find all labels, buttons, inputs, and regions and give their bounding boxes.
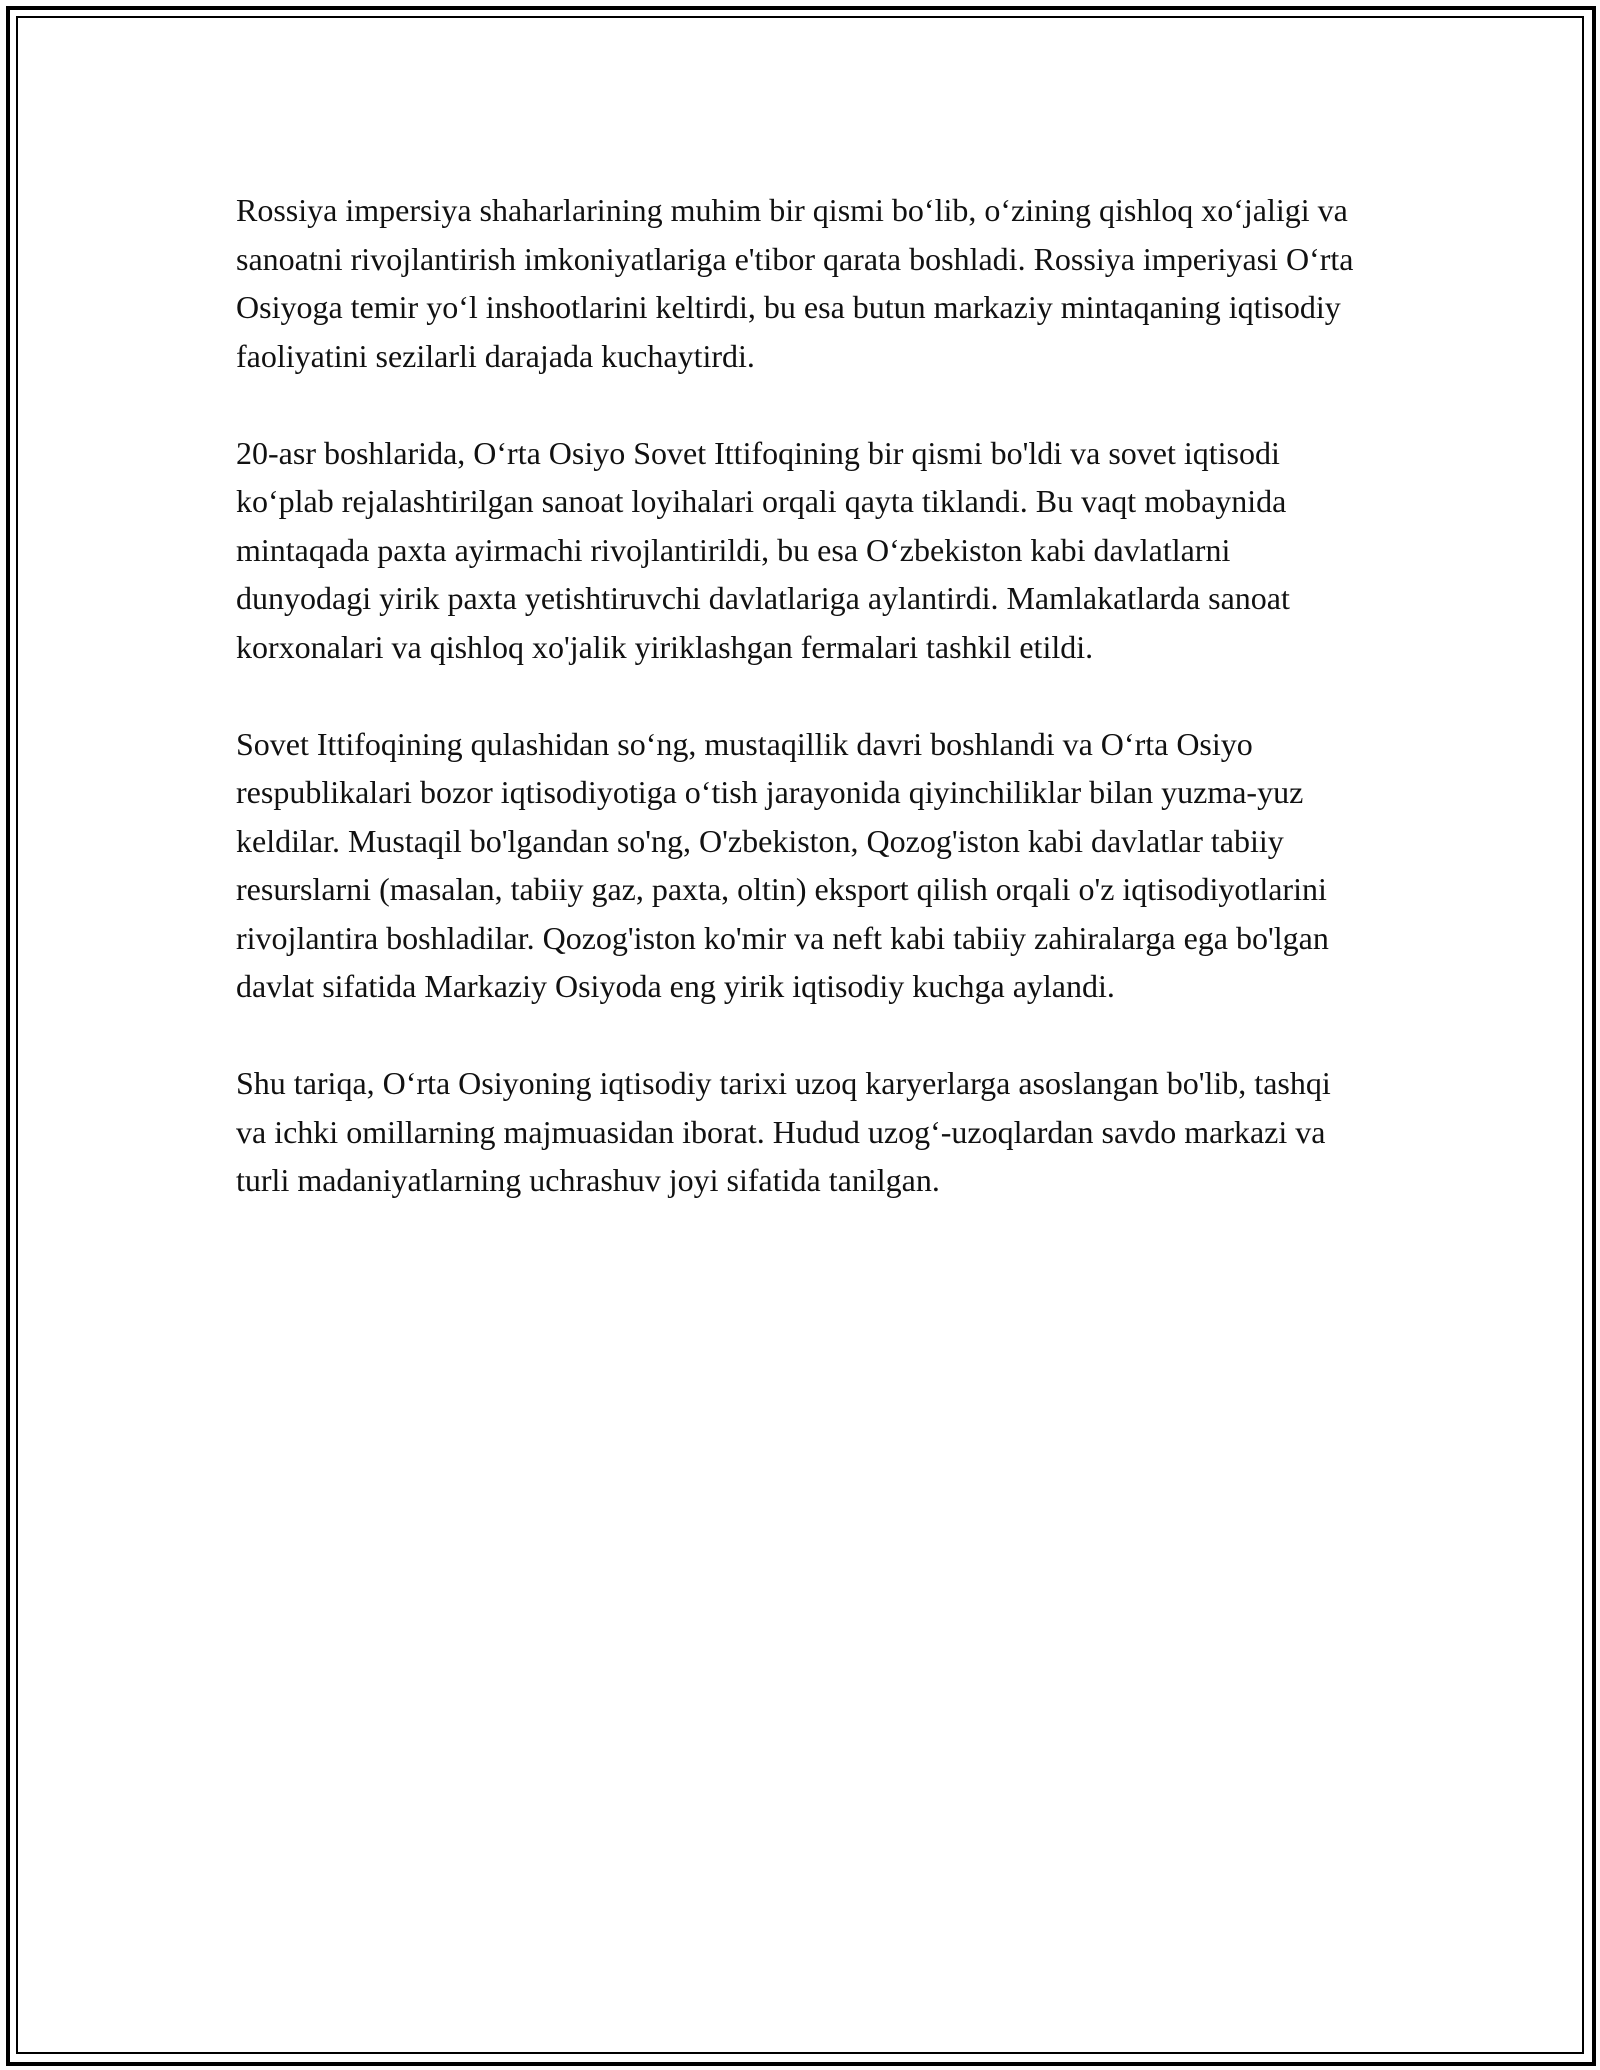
paragraph-4: Shu tariqa, O‘rta Osiyoning iqtisodiy tarixi uzoq karyerlarga asoslangan bo'lib, tashqi va ichki omillarning majmuasidan iborat. Hudud uzog‘-uzoqlardan savdo markazi va turli madaniyatlarning uchrashuv joyi sifatida tanilgan. bbox=[236, 1065, 1331, 1198]
paragraph-2: 20-asr boshlarida, O‘rta Osiyo Sovet Ittifoqining bir qismi bo'ldi va sovet iqtisodi ko‘plab rejalashtirilgan sanoat loyihalari orqali qayta tiklandi. Bu vaqt mobaynida mintaqada paxta ayirmachi rivojlantirildi, bu esa O‘zbekiston kabi davlatlarni dunyodagi yirik paxta yetishtiruvchi davlatlariga aylantirdi. Mamlakatlarda sanoat korxonalari va qishloq xo'jalik yiriklashgan fermalari tashkil etildi. bbox=[236, 434, 1290, 665]
paragraph-1: Rossiya impersiya shaharlarining muhim bir qismi bo‘lib, o‘zining qishloq xo‘jaligi va sanoatni rivojlantirish imkoniyatlariga e'tibor qarata boshladi. Rossiya imperiyasi O‘rta Osiyoga temir yo‘l inshootlarini keltirdi, bu esa butun markaziy mintaqaning iqtisodiy faoliyatini sezilarli darajada kuchaytirdi. bbox=[236, 192, 1354, 374]
document-body bbox=[236, 186, 1366, 1253]
paragraph-3: Sovet Ittifoqining qulashidan so‘ng, mustaqillik davri boshlandi va O‘rta Osiyo respublikalari bozor iqtisodiyotiga o‘tish jarayonida qiyinchiliklar bilan yuzma-yuz keldilar. Mustaqil bo'lgandan so'ng, O'zbekiston, Qozog'iston kabi davlatlar tabiiy resurslarni (masalan, tabiiy gaz, paxta, oltin) eksport qilish orqali o'z iqtisodiyotlarini rivojlantira boshladilar. Qozog'iston ko'mir va neft kabi tabiiy zahiralarga ega bo'lgan davlat sifatida Markaziy Osiyoda eng yirik iqtisodiy kuchga aylandi. bbox=[236, 725, 1329, 1004]
